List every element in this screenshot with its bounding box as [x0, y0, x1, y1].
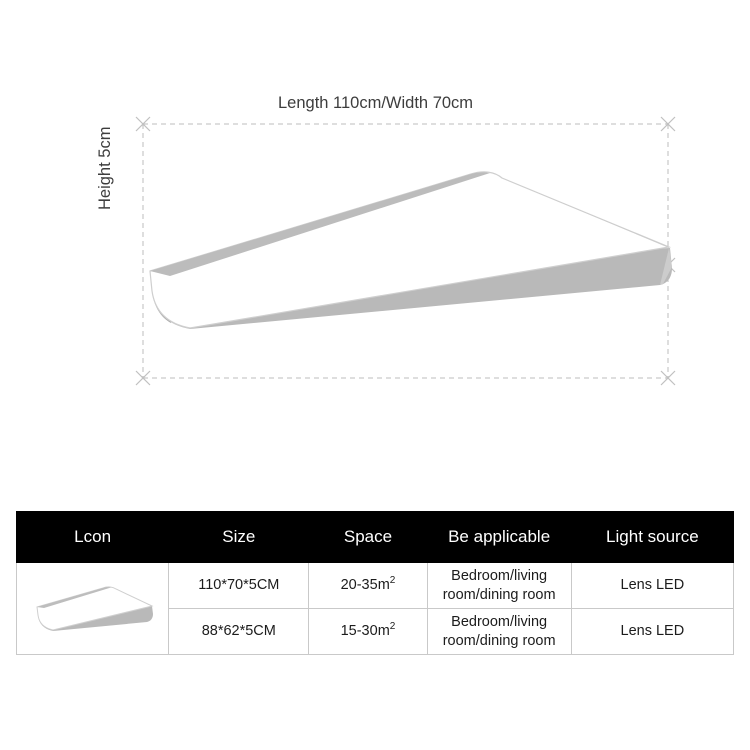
cell-space	[309, 609, 427, 655]
applicable-line-2: room/dining room	[442, 632, 556, 649]
header-applicable: Be applicable	[427, 512, 571, 563]
specification-table	[16, 511, 734, 655]
space-unit-exponent: 2	[389, 621, 396, 633]
cell-light-source: Lens LED	[571, 563, 733, 609]
applicable-line-1: Bedroom/living	[451, 568, 548, 585]
lamp-body	[150, 172, 672, 329]
space-value: 20-35	[340, 577, 378, 594]
lamp-thumbnail-icon	[17, 563, 169, 655]
cell-space	[309, 563, 427, 609]
header-size: Size	[169, 512, 309, 563]
cell-size: 110*70*5CM	[169, 563, 309, 609]
length-width-label: Length 110cm/Width 70cm	[278, 94, 474, 112]
table-row	[17, 563, 734, 609]
cell-applicable	[427, 609, 571, 655]
cell-size: 88*62*5CM	[169, 609, 309, 655]
space-value: 15-30	[340, 623, 378, 640]
space-unit-exponent: 2	[389, 575, 396, 587]
lamp-thumbnail-svg	[27, 580, 159, 638]
applicable-line-1: Bedroom/living	[451, 614, 548, 631]
applicable-line-2: room/dining room	[442, 586, 556, 603]
header-space: Space	[309, 512, 427, 563]
table-header-row	[17, 512, 734, 563]
header-icon: Lcon	[17, 512, 169, 563]
cell-light-source: Lens LED	[571, 609, 733, 655]
space-unit: m	[377, 577, 390, 594]
header-light-source: Light source	[571, 512, 733, 563]
space-unit: m	[377, 623, 390, 640]
height-label: Height 5cm	[96, 126, 114, 210]
cell-applicable	[427, 563, 571, 609]
